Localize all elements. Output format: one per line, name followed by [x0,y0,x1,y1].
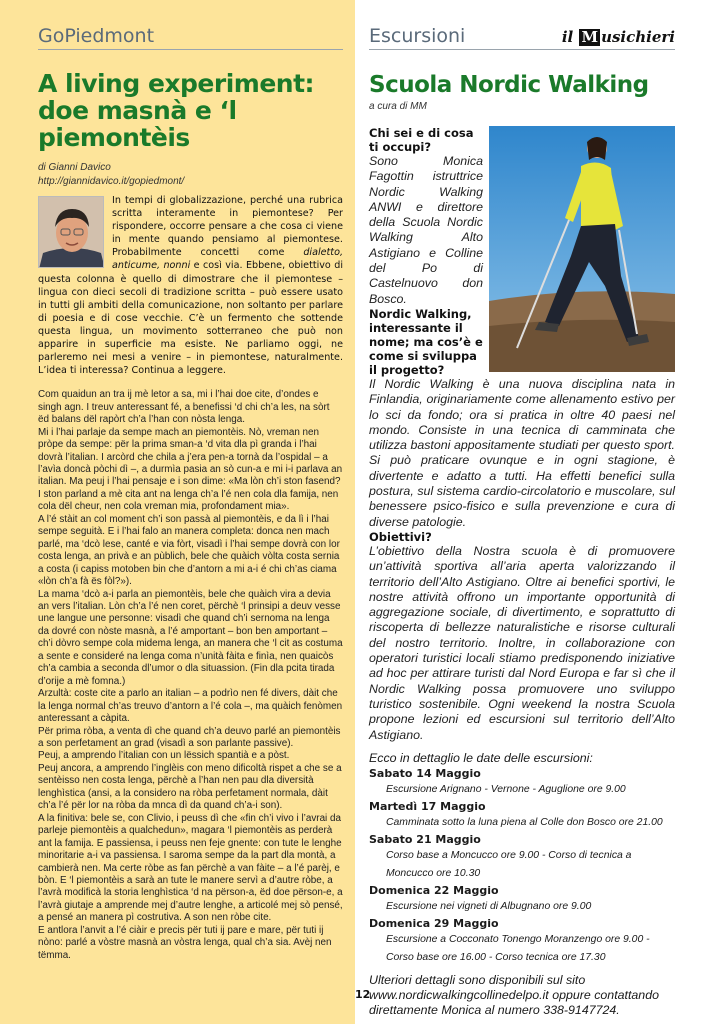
question-3: Obiettivi? [369,529,432,544]
date-item [369,800,675,832]
dates-list [369,767,675,967]
left-column [0,0,355,1024]
date-description: Escursione nei vigneti di Albugnano ore 9.00 [386,900,592,912]
date-description: Escursione Arignano - Vernone - Aguglione ore 9.00 [386,783,626,795]
article-title [38,70,343,151]
question-1: Chi sei e di cosa ti occupi? [369,126,474,154]
nordic-walker-photo [489,126,675,372]
answer-3: L’obiettivo della Nostra scuola è di promuovere un’attività sportiva all’aria aperta valorizzando il territorio dell’Alto Astigiano. Oltre ai benefici sportivi, le nostre attività offrono un importante opportunità di aggregazione sociale, di divertimento, e soprattutto di riscoperta di bellezze naturalistiche e risorse culturali del nostro territorio. Inoltre, in collaborazione con operatori turistici locali stiamo predisponendo iniziative ad hoc per attirare turisti dal Nord Europa e far sì che il Nordic Walking possa promuovere uno sviluppo turistico sostenibile. Ogni weekend la nostra Scuola propone lezioni ed escursioni sul territorio dell’Alto Astigiano. [369,543,675,742]
date-item [369,767,675,799]
walker-image [489,126,675,372]
date-label: Sabato 21 Maggio [369,832,481,846]
author-portrait [38,196,104,268]
date-item [369,917,675,967]
date-description: Corso base a Moncucco ore 9.00 - Corso di tecnica a Moncucco ore 10.30 [386,849,632,879]
section-header-gopiedmont: GoPiedmont [38,24,343,50]
author-url: http://giannidavico.it/gopiedmont/ [38,176,185,187]
title-line-1: A living experiment: [38,69,315,98]
dates-intro: Ecco in dettaglio le date delle escursioni: [369,750,593,765]
magazine-logo: il M usichieri [561,28,675,46]
contact-note: Ulteriori dettagli sono disponibili sul sito www.nordicwalkingcollinedelpo.it oppure contattando direttamente Monica al numero 338-9147724. [369,972,659,1018]
answer-1: Sono Monica Fagottin istruttrice Nordic Walking ANWI e direttore della Scuola Nordic Walking Alto Astigiano e Colline del Po di Castelnuovo don Bosco. [369,154,483,306]
answer-2: Il Nordic Walking è una nuova disciplina nata in Finlandia, originariamente come allenamento estivo per lo sci da fondo; ora si pratica in oltre 40 paesi nel mondo. Consiste in una tecnica di camminata che utilizza bastoni appositamente studiati per questo sport. Si può praticare ovunque e in ogni stagione, è divertente e adatto a tutti. Ha effetti benefici sulla postura, sul sistema cardio-circolatorio e muscolare, sul benessere psico-fisico e sulla prevenzione e cura di diverse patologie. [369,376,675,529]
date-label: Sabato 14 Maggio [369,766,481,780]
date-item [369,884,675,916]
section-title: Escursioni [369,25,466,47]
date-description: Escursione a Cocconato Tonengo Moranzengo ore 9.00 - Corso base ore 16.00 - Corso tecnica ore 17.30 [386,933,650,963]
section-header-escursioni [369,24,675,50]
article-byline: a cura di MM [369,101,427,112]
author-byline: di Gianni Davico [38,162,111,173]
intro-text-1: In tempi di globalizzazione, perché una rubrica scritta interamente in piemontese? Per rispondere, occorre pensare a che cosa ci viene in mente quando pensiamo al piemontese. Probabilmente concetti come [112,195,343,259]
date-label: Domenica 29 Maggio [369,916,499,930]
date-item [369,833,675,883]
date-description: Camminata sotto la luna piena al Colle don Bosco ore 21.00 [386,816,663,828]
article-title-nordic: Scuola Nordic Walking [369,72,649,98]
page-number: 12 [355,988,371,1001]
title-line-2: doe masnà e ‘l piemontèis [38,96,237,152]
article-body: Com quaidun an tra ij mè letor a sa, mi i l’hai doe cite, d’ondes e singh agn. I treuv anteressant fé, a benefissi ‘d chi ch’a les, na sòrt ëd balans dël rapòrt ch’a l’han con nòsta lenga. Mi i l’hai parlaje da sempe mach an piemontèis. Nò, vreman nen pròpe da sempe: për la prima sman-a ‘d vita dla pì granda i l’hai dovrà l’italian. I arcòrd che chila a j’era pen-a tornà da l’ospidal – a l’avìa doncà pòchi dì –, a durmìa pasia an sò cun-a e mi i-i parlava an italian. Ma peuj i l’hai pensaje e i son dime: «Ma lòn ch’i ston fasend? I ston parland a mè cita ant na lenga ch’a l’é nen cola dla famija, nen cola dël cheur, nen cola vreman mia, profondament mia». A l’é stàit an col moment ch’i son passà al piemontèis, e da lì i l’hai sempe seguità. E i l’hai falo an manera completa: donca nen mach parlé, ma ‘dcò lese, canté e via fòrt, visadì i l’hai sempe dovrà con lor costa lenga, an privà e an pùblich, bele che quàich vòlta costa sernia a costa (i capiss motoben bin che d’antorn a mi a-i é chi ch’as ciama «lòn ch’a fà ës fòl?»). La mama ‘dcò a-i parla an piemontèis, bele che quàich vira a devia an vers l’italian. Lòn ch’a l’é nen coret, përchè ‘l prinsipi a deuv vesse une langue une personne: visadì che quand ch’i sernoma na lenga da dovré con nòste masnà, a l’é amportant – bon ben amportant – ch’i dòvro sempe cola midema lenga, an manera che ‘l cit as costuma a sente e consideré na lenga coma n’unità fàita e finìa, nen quaicòs ch’a cambia a seconda dl’umor o dla situassion. (Fin dla pcita tirada d’orije a mè fomna.) Arzultà: coste cite a parlo an italian – a podrìo nen fé divers, dàit che la lenga normal ch’as treuvo d’antorn a l’é cola –, ma quàich fenòmen anteressant a càpita. Për prima ròba, a venta dì che quand ch’a deuvo parlé an piemontèis a son perfetament an grad (visadì a son parlante passive). Peuj, a amprendo l’italian con un lëssich spantià e a pòst. Peuj ancora, a amprendo l’inglèis con meno dificoltà rispet a che se a sentèisso nen costa lenga, përchè a l’han nen pau dla diversità lenghìstica (ansi, a la considero na ròba perfetament normala, dàit ch’a l’é për lor na ròba da mnca dì da quand ch’a-i son). A la finitiva: bele se, con Clivio, i peuss dì che «fin ch’i vivo i l’avrai da parleje piemontèis a qualchedun», magara ‘l piemontèis as perderà ant la famija. E passiensa, i peuss nen feje gnente: con tute le lenghe minoritarie a-i va passiensa. I saroma sempe da la part dla montà, a cambierà nen. Ma certe ròbe as fan përchè a van fàite – a l’é parèj, e bòn. E ‘l piemontèis a sarà an tute le manere servì a d’autre ròbe, a l’avrà modificà la storia lenghìstica ‘d na përson-a, ëd doe përson-e, a l’avrà giutaje a amprende mej d’autre lenghe, a articolé mej sò pensé, a pensé an manera pì costrutiva. A son nen ròbe cite. E antlora l’anvit a l’é ciàir e precis për tuti ij pare e mare, për tuti ij nòno: parlé a vòstre masnà an vòstra lenga, qual ch’a sia. Avèj nen tëmma. [38,389,343,961]
intro-paragraph [38,194,343,377]
date-label: Martedì 17 Maggio [369,799,486,813]
right-column [355,0,725,1024]
date-label: Domenica 22 Maggio [369,883,499,897]
interview-body [369,126,675,1018]
question-2: Nordic Walking, interessante il nome; ma cos’è e come si sviluppa il progetto? [369,306,483,377]
intro-text-2: e così via. Ebbene, obiettivo di questa colonna è quello di dimostrare che il piemontese – lingua con dieci secoli di tradizione scritta – può essere usato in tutti gli ambiti della comunicazione, non soltanto per parlare di poesia e di cose vecchie. C’è un fermento che sottende questa lingua, un movimento sotterraneo che può non apparire in superficie ma esiste. Ne parliamo oggi, ne parleremo nei mesi a venire – in piemontese, naturalmente. L’idea ti interessa? Continua a leggere. [38,260,343,377]
portrait-image [39,197,104,268]
intro-text-em: dialetto, anticume, nonni [112,247,343,272]
